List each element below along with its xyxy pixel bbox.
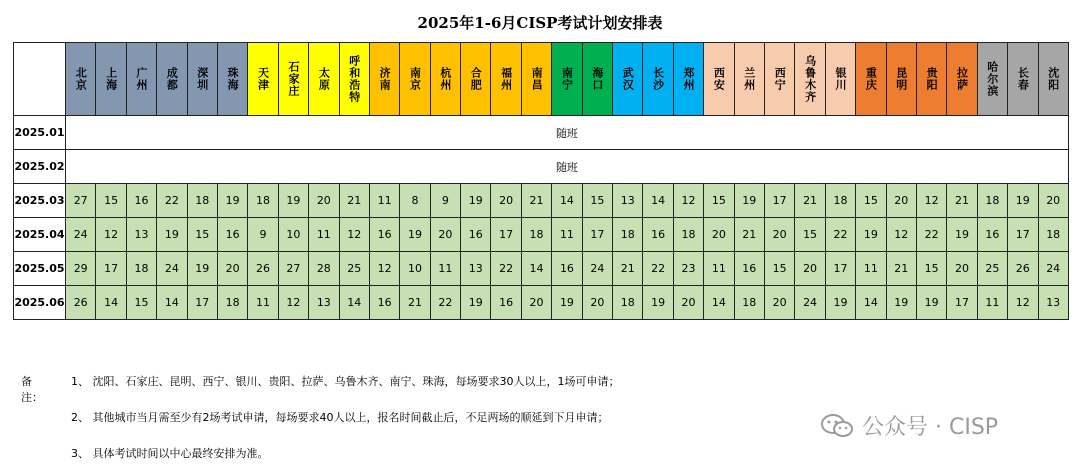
notes-label: 备注： — [21, 375, 43, 404]
merged-cell: 随班 — [66, 150, 1069, 184]
city-header: 广州 — [126, 43, 156, 116]
note-item: 3、 具体考试时间以中心最终安排为准。 — [71, 447, 269, 460]
exam-date-cell: 20 — [673, 286, 703, 320]
city-header: 重庆 — [856, 43, 886, 116]
city-header: 海口 — [582, 43, 612, 116]
schedule-table — [13, 42, 1069, 320]
city-header: 呼和浩特 — [339, 43, 369, 116]
city-header: 太原 — [309, 43, 339, 116]
wechat-icon — [820, 412, 854, 440]
exam-date-cell: 17 — [96, 252, 126, 286]
exam-date-cell: 15 — [582, 184, 612, 218]
exam-date-cell: 21 — [339, 184, 369, 218]
corner-cell — [14, 43, 66, 116]
exam-date-cell: 15 — [856, 184, 886, 218]
city-header: 合肥 — [461, 43, 491, 116]
exam-date-cell: 10 — [278, 218, 308, 252]
exam-date-cell: 15 — [916, 252, 946, 286]
exam-date-cell: 18 — [613, 218, 643, 252]
exam-date-cell: 16 — [126, 184, 156, 218]
merged-cell: 随班 — [66, 116, 1069, 150]
exam-date-cell: 22 — [491, 252, 521, 286]
city-header: 哈尔滨 — [977, 43, 1007, 116]
exam-date-cell: 16 — [369, 218, 399, 252]
exam-date-cell: 22 — [643, 252, 673, 286]
city-header: 石家庄 — [278, 43, 308, 116]
month-label: 2025.01 — [14, 116, 66, 150]
city-header: 天津 — [248, 43, 278, 116]
exam-date-cell: 13 — [461, 252, 491, 286]
exam-date-cell: 19 — [217, 184, 247, 218]
exam-date-cell: 14 — [856, 286, 886, 320]
watermark — [820, 410, 998, 441]
exam-date-cell: 20 — [947, 252, 977, 286]
exam-date-cell: 20 — [217, 252, 247, 286]
exam-date-cell: 17 — [187, 286, 217, 320]
exam-date-cell: 12 — [1008, 286, 1038, 320]
exam-date-cell: 14 — [157, 286, 187, 320]
exam-date-cell: 20 — [309, 184, 339, 218]
city-header: 济南 — [369, 43, 399, 116]
exam-date-cell: 17 — [947, 286, 977, 320]
month-label: 2025.06 — [14, 286, 66, 320]
exam-date-cell: 23 — [673, 252, 703, 286]
month-row — [14, 218, 1069, 252]
month-row — [14, 116, 1069, 150]
city-header: 上海 — [96, 43, 126, 116]
page-title: 2025年1-6月CISP考试计划安排表 — [417, 14, 663, 32]
exam-date-cell: 15 — [126, 286, 156, 320]
exam-date-cell: 14 — [521, 252, 551, 286]
exam-date-cell: 15 — [704, 184, 734, 218]
exam-date-cell: 20 — [430, 218, 460, 252]
exam-date-cell: 19 — [187, 252, 217, 286]
exam-date-cell: 11 — [369, 184, 399, 218]
exam-date-cell: 9 — [430, 184, 460, 218]
exam-date-cell: 26 — [1008, 252, 1038, 286]
exam-date-cell: 20 — [491, 184, 521, 218]
exam-date-cell: 12 — [278, 286, 308, 320]
exam-date-cell: 24 — [1038, 252, 1068, 286]
city-header: 长春 — [1008, 43, 1038, 116]
exam-date-cell: 15 — [795, 218, 825, 252]
exam-date-cell: 21 — [734, 218, 764, 252]
exam-date-cell: 20 — [1038, 184, 1068, 218]
exam-date-cell: 24 — [795, 286, 825, 320]
exam-date-cell: 22 — [825, 218, 855, 252]
exam-date-cell: 16 — [491, 286, 521, 320]
exam-date-cell: 29 — [66, 252, 96, 286]
exam-date-cell: 21 — [947, 184, 977, 218]
exam-date-cell: 15 — [187, 218, 217, 252]
exam-date-cell: 19 — [916, 286, 946, 320]
exam-date-cell: 25 — [339, 252, 369, 286]
exam-date-cell: 19 — [461, 286, 491, 320]
exam-date-cell: 14 — [643, 184, 673, 218]
exam-date-cell: 11 — [248, 286, 278, 320]
exam-date-cell: 12 — [916, 184, 946, 218]
exam-date-cell: 14 — [704, 286, 734, 320]
city-header: 银川 — [825, 43, 855, 116]
exam-date-cell: 27 — [278, 252, 308, 286]
city-header: 贵阳 — [916, 43, 946, 116]
city-header: 福州 — [491, 43, 521, 116]
exam-date-cell: 28 — [309, 252, 339, 286]
note-item: 1、 沈阳、石家庄、昆明、西宁、银川、贵阳、拉萨、乌鲁木齐、南宁、珠海，每场要求30人以上，1场可申请； — [71, 375, 620, 388]
exam-date-cell: 19 — [856, 218, 886, 252]
exam-date-cell: 17 — [1008, 218, 1038, 252]
exam-date-cell: 13 — [1038, 286, 1068, 320]
exam-date-cell: 21 — [613, 252, 643, 286]
exam-date-cell: 20 — [764, 286, 794, 320]
exam-date-cell: 8 — [400, 184, 430, 218]
month-row — [14, 252, 1069, 286]
exam-date-cell: 21 — [521, 184, 551, 218]
exam-date-cell: 24 — [157, 252, 187, 286]
exam-date-cell: 17 — [764, 184, 794, 218]
city-header: 乌鲁木齐 — [795, 43, 825, 116]
city-header: 南昌 — [521, 43, 551, 116]
exam-date-cell: 19 — [734, 184, 764, 218]
exam-date-cell: 19 — [825, 286, 855, 320]
exam-date-cell: 11 — [552, 218, 582, 252]
exam-date-cell: 18 — [613, 286, 643, 320]
city-header-row — [14, 43, 1069, 116]
exam-date-cell: 18 — [187, 184, 217, 218]
exam-date-cell: 13 — [613, 184, 643, 218]
note-item: 2、 其他城市当月需至少有2场考试申请，每场要求40人以上，报名时间截止后，不足两场的顺延到下月申请； — [71, 411, 609, 424]
exam-date-cell: 11 — [977, 286, 1007, 320]
exam-date-cell: 11 — [430, 252, 460, 286]
exam-date-cell: 18 — [248, 184, 278, 218]
exam-date-cell: 18 — [734, 286, 764, 320]
exam-date-cell: 22 — [157, 184, 187, 218]
exam-date-cell: 21 — [886, 252, 916, 286]
exam-date-cell: 18 — [977, 184, 1007, 218]
city-header: 沈阳 — [1038, 43, 1068, 116]
exam-date-cell: 21 — [795, 184, 825, 218]
exam-date-cell: 12 — [673, 184, 703, 218]
exam-date-cell: 14 — [96, 286, 126, 320]
exam-date-cell: 17 — [825, 252, 855, 286]
city-header: 珠海 — [217, 43, 247, 116]
exam-date-cell: 10 — [400, 252, 430, 286]
exam-date-cell: 19 — [157, 218, 187, 252]
city-header: 郑州 — [673, 43, 703, 116]
exam-date-cell: 26 — [66, 286, 96, 320]
exam-date-cell: 19 — [1008, 184, 1038, 218]
exam-date-cell: 11 — [704, 252, 734, 286]
city-header: 杭州 — [430, 43, 460, 116]
city-header: 成都 — [157, 43, 187, 116]
city-header: 西宁 — [764, 43, 794, 116]
month-label: 2025.05 — [14, 252, 66, 286]
exam-date-cell: 24 — [66, 218, 96, 252]
exam-date-cell: 13 — [309, 286, 339, 320]
exam-date-cell: 16 — [552, 252, 582, 286]
exam-date-cell: 11 — [856, 252, 886, 286]
exam-date-cell: 19 — [400, 218, 430, 252]
month-row — [14, 150, 1069, 184]
city-header: 西安 — [704, 43, 734, 116]
exam-date-cell: 19 — [278, 184, 308, 218]
city-header: 南京 — [400, 43, 430, 116]
exam-date-cell: 20 — [704, 218, 734, 252]
exam-date-cell: 21 — [400, 286, 430, 320]
exam-date-cell: 9 — [248, 218, 278, 252]
exam-date-cell: 20 — [764, 218, 794, 252]
city-header: 昆明 — [886, 43, 916, 116]
exam-date-cell: 12 — [96, 218, 126, 252]
exam-date-cell: 19 — [886, 286, 916, 320]
exam-date-cell: 25 — [977, 252, 1007, 286]
city-header: 深圳 — [187, 43, 217, 116]
month-row — [14, 184, 1069, 218]
city-header: 兰州 — [734, 43, 764, 116]
exam-date-cell: 12 — [369, 252, 399, 286]
exam-date-cell: 19 — [461, 184, 491, 218]
exam-date-cell: 18 — [1038, 218, 1068, 252]
exam-date-cell: 16 — [217, 218, 247, 252]
exam-date-cell: 18 — [825, 184, 855, 218]
exam-date-cell: 12 — [886, 218, 916, 252]
month-label: 2025.03 — [14, 184, 66, 218]
exam-date-cell: 26 — [248, 252, 278, 286]
city-header: 拉萨 — [947, 43, 977, 116]
exam-date-cell: 16 — [734, 252, 764, 286]
month-label: 2025.04 — [14, 218, 66, 252]
exam-date-cell: 15 — [764, 252, 794, 286]
exam-date-cell: 16 — [643, 218, 673, 252]
exam-date-cell: 14 — [552, 184, 582, 218]
exam-date-cell: 16 — [461, 218, 491, 252]
exam-date-cell: 17 — [582, 218, 612, 252]
month-row — [14, 286, 1069, 320]
city-header: 武汉 — [613, 43, 643, 116]
exam-date-cell: 16 — [369, 286, 399, 320]
exam-date-cell: 22 — [430, 286, 460, 320]
exam-date-cell: 18 — [673, 218, 703, 252]
city-header: 长沙 — [643, 43, 673, 116]
exam-date-cell: 22 — [916, 218, 946, 252]
watermark-text: 公众号 · CISP — [862, 415, 999, 440]
exam-date-cell: 20 — [582, 286, 612, 320]
exam-date-cell: 17 — [491, 218, 521, 252]
city-header: 南宁 — [552, 43, 582, 116]
exam-date-cell: 14 — [339, 286, 369, 320]
exam-date-cell: 24 — [582, 252, 612, 286]
exam-date-cell: 20 — [886, 184, 916, 218]
exam-date-cell: 19 — [947, 218, 977, 252]
exam-date-cell: 27 — [66, 184, 96, 218]
exam-date-cell: 11 — [309, 218, 339, 252]
exam-date-cell: 20 — [521, 286, 551, 320]
exam-date-cell: 13 — [126, 218, 156, 252]
exam-date-cell: 20 — [795, 252, 825, 286]
exam-date-cell: 15 — [96, 184, 126, 218]
exam-date-cell: 18 — [521, 218, 551, 252]
exam-date-cell: 12 — [339, 218, 369, 252]
exam-date-cell: 18 — [217, 286, 247, 320]
exam-date-cell: 19 — [643, 286, 673, 320]
exam-date-cell: 18 — [126, 252, 156, 286]
month-label: 2025.02 — [14, 150, 66, 184]
exam-date-cell: 19 — [552, 286, 582, 320]
city-header: 北京 — [66, 43, 96, 116]
exam-date-cell: 16 — [977, 218, 1007, 252]
